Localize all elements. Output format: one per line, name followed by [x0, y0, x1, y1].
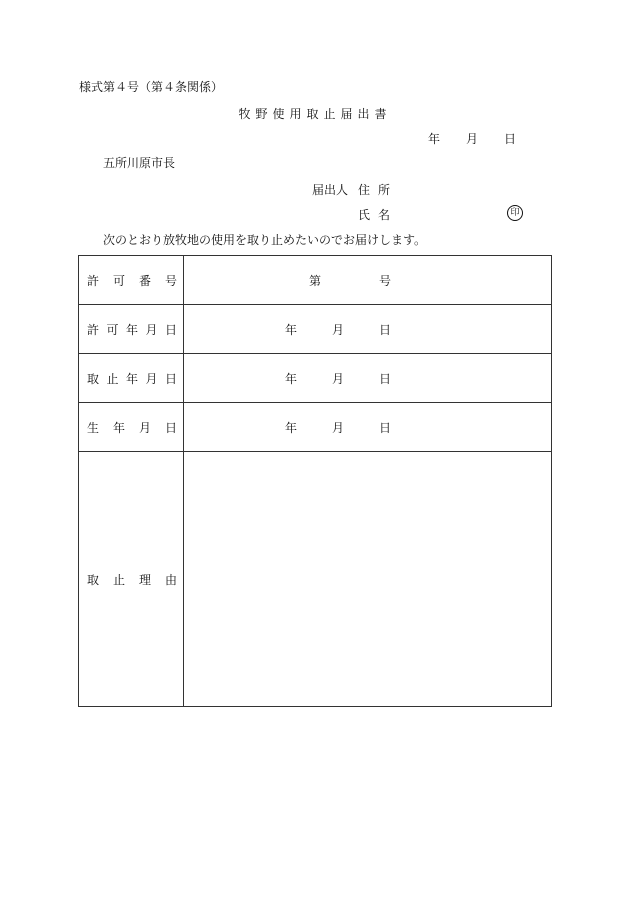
label-char: 月 [145, 322, 158, 337]
label-char: 年 [125, 322, 138, 337]
intro-text: 次のとおり放牧地の使用を取り止めたいのでお届けします。 [103, 233, 427, 247]
label-char: 取 [87, 371, 100, 386]
label-char: 日 [164, 322, 177, 337]
value-char: 日 [379, 420, 392, 435]
label-cancel-date [79, 354, 184, 403]
label-char: 年 [112, 420, 125, 435]
label-char: 月 [138, 420, 151, 435]
label-permit-date [79, 305, 184, 354]
label-cancel-reason [79, 452, 184, 707]
document-title: 牧野使用取止届出書 [238, 107, 392, 121]
value-permit-number[interactable] [184, 256, 552, 305]
label-char: 止 [106, 371, 119, 386]
table-row-cancel-reason [79, 452, 552, 707]
table-row-birth-date [79, 403, 552, 452]
value-permit-date[interactable] [184, 305, 552, 354]
addressee: 五所川原市長 [103, 156, 176, 170]
label-char: 号 [164, 273, 177, 288]
label-birth-date [79, 403, 184, 452]
value-char: 月 [332, 420, 345, 435]
label-permit-number [79, 256, 184, 305]
value-char: 年 [285, 322, 298, 337]
label-char: 可 [106, 322, 119, 337]
label-char: 許 [87, 273, 100, 288]
date-day-label: 日 [504, 132, 517, 146]
value-char: 月 [332, 322, 345, 337]
date-month-label: 月 [466, 132, 479, 146]
table-row-permit-date [79, 305, 552, 354]
label-char: 年 [125, 371, 138, 386]
value-char: 日 [379, 322, 392, 337]
value-char: 号 [379, 273, 392, 288]
date-year-label: 年 [428, 132, 441, 146]
value-cancel-date[interactable] [184, 354, 552, 403]
form-number-label: 様式第４号（第４条関係） [79, 80, 224, 94]
address-label: 住所 [358, 183, 399, 197]
label-char: 日 [164, 420, 177, 435]
value-char: 年 [285, 420, 298, 435]
label-char: 日 [164, 371, 177, 386]
form-table [78, 255, 552, 707]
label-char: 取 [87, 572, 100, 587]
label-char: 生 [87, 420, 100, 435]
label-char: 可 [112, 273, 125, 288]
table-row-cancel-date [79, 354, 552, 403]
label-char: 番 [138, 273, 151, 288]
label-char: 止 [112, 572, 125, 587]
date-line [428, 132, 516, 146]
value-birth-date[interactable] [184, 403, 552, 452]
label-char: 月 [145, 371, 158, 386]
name-label: 氏名 [358, 208, 399, 222]
value-char: 第 [309, 273, 322, 288]
value-char: 月 [332, 371, 345, 386]
label-char: 許 [87, 322, 100, 337]
value-char: 日 [379, 371, 392, 386]
value-char: 年 [285, 371, 298, 386]
value-cancel-reason[interactable] [184, 452, 552, 707]
label-char: 由 [164, 572, 177, 587]
table-row-permit-number [79, 256, 552, 305]
submitter-label: 届出人 [312, 183, 349, 197]
seal-mark: 印 [507, 205, 523, 221]
label-char: 理 [138, 572, 151, 587]
